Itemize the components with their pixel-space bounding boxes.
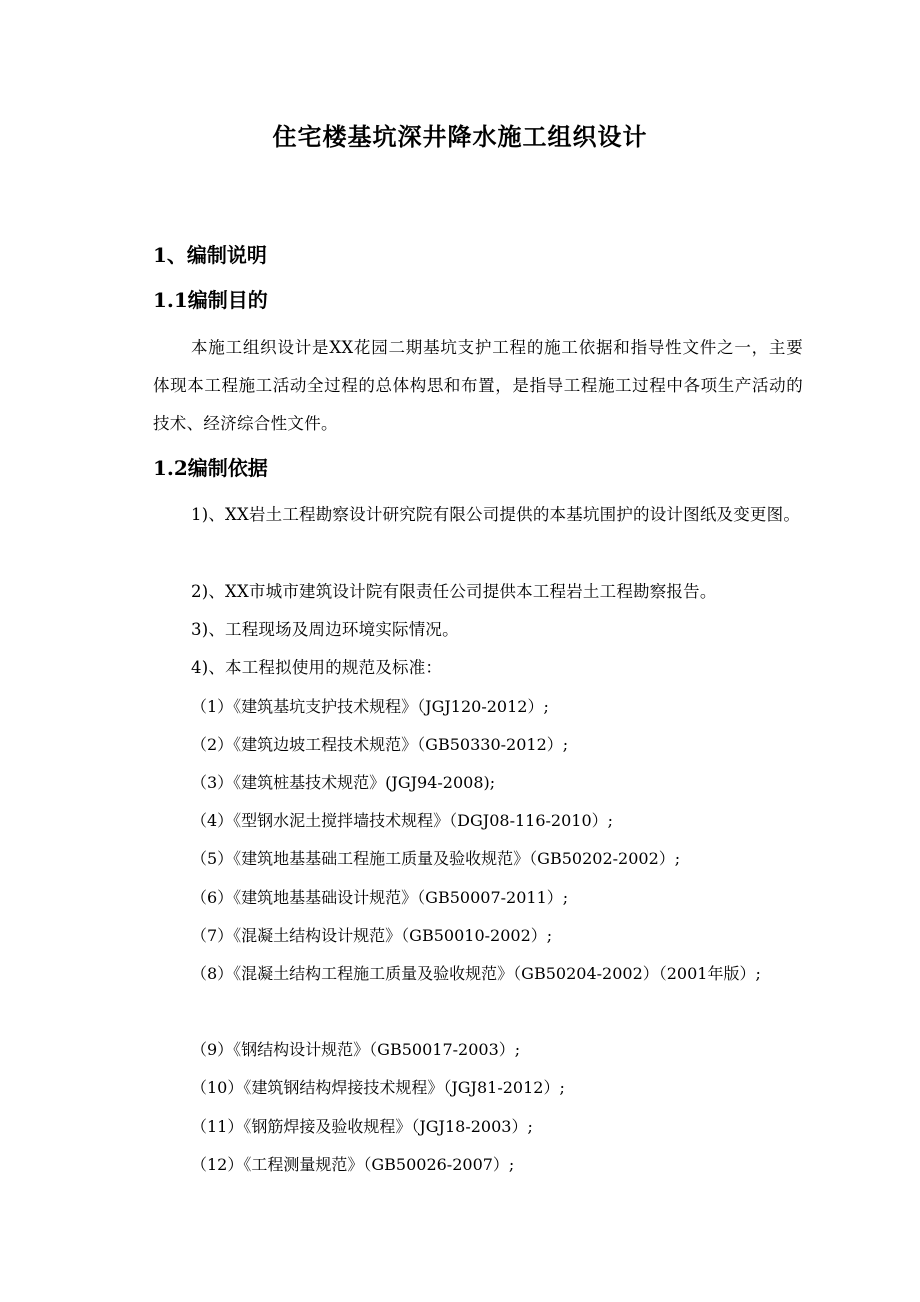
basis-item-3: 3)、工程现场及周边环境实际情况。 — [191, 620, 459, 639]
basis-item-1: 1)、XX岩土工程勘察设计研究院有限公司提供的本基坑围护的设计图纸及变更图。 — [191, 505, 801, 524]
basis-item-4: 4)、本工程拟使用的规范及标准： — [191, 658, 443, 677]
standard-item-1: （1）《建筑基坑支护技术规程》（JGJ120-2012）; — [191, 697, 549, 716]
standard-item-6: （6）《建筑地基基础设计规范》（GB50007-2011）; — [191, 888, 569, 907]
section-heading-1-1: 1.1编制目的 — [153, 288, 268, 312]
standard-item-11: （11）《钢筋焊接及验收规程》（JGJ18-2003）; — [191, 1117, 533, 1136]
standard-item-5: （5）《建筑地基基础工程施工质量及验收规范》（GB50202-2002）; — [191, 849, 681, 868]
section-heading-1: 1、编制说明 — [153, 243, 267, 267]
document-title: 住宅楼基坑深井降水施工组织设计 — [272, 122, 648, 151]
standard-item-12: （12）《工程测量规范》（GB50026-2007）; — [191, 1155, 515, 1174]
purpose-paragraph: 本施工组织设计是XX花园二期基坑支护工程的施工依据和指导性文件之一，主要体现本工程施工活动全过程的总体构思和布置，是指导工程施工过程中各项生产活动的技术、经济综合性文件。 — [153, 338, 803, 433]
standard-item-2: （2）《建筑边坡工程技术规范》（GB50330-2012）; — [191, 735, 569, 754]
standard-item-10: （10）《建筑钢结构焊接技术规程》（JGJ81-2012）; — [191, 1078, 565, 1097]
standard-item-7: （7）《混凝土结构设计规范》（GB50010-2002）; — [191, 926, 553, 945]
standard-item-8: （8）《混凝土结构工程施工质量及验收规范》（GB50204-2002）（2001年版）; — [191, 964, 761, 983]
standard-item-9: （9）《钢结构设计规范》（GB50017-2003）; — [191, 1040, 521, 1059]
basis-item-2: 2)、XX市城市建筑设计院有限责任公司提供本工程岩土工程勘察报告。 — [191, 582, 717, 601]
standard-item-4: （4）《型钢水泥土搅拌墙技术规程》（DGJ08-116-2010）; — [191, 811, 614, 830]
standard-item-3: （3）《建筑桩基技术规范》(JGJ94-2008); — [191, 773, 496, 792]
section-heading-1-2: 1.2编制依据 — [153, 456, 268, 480]
